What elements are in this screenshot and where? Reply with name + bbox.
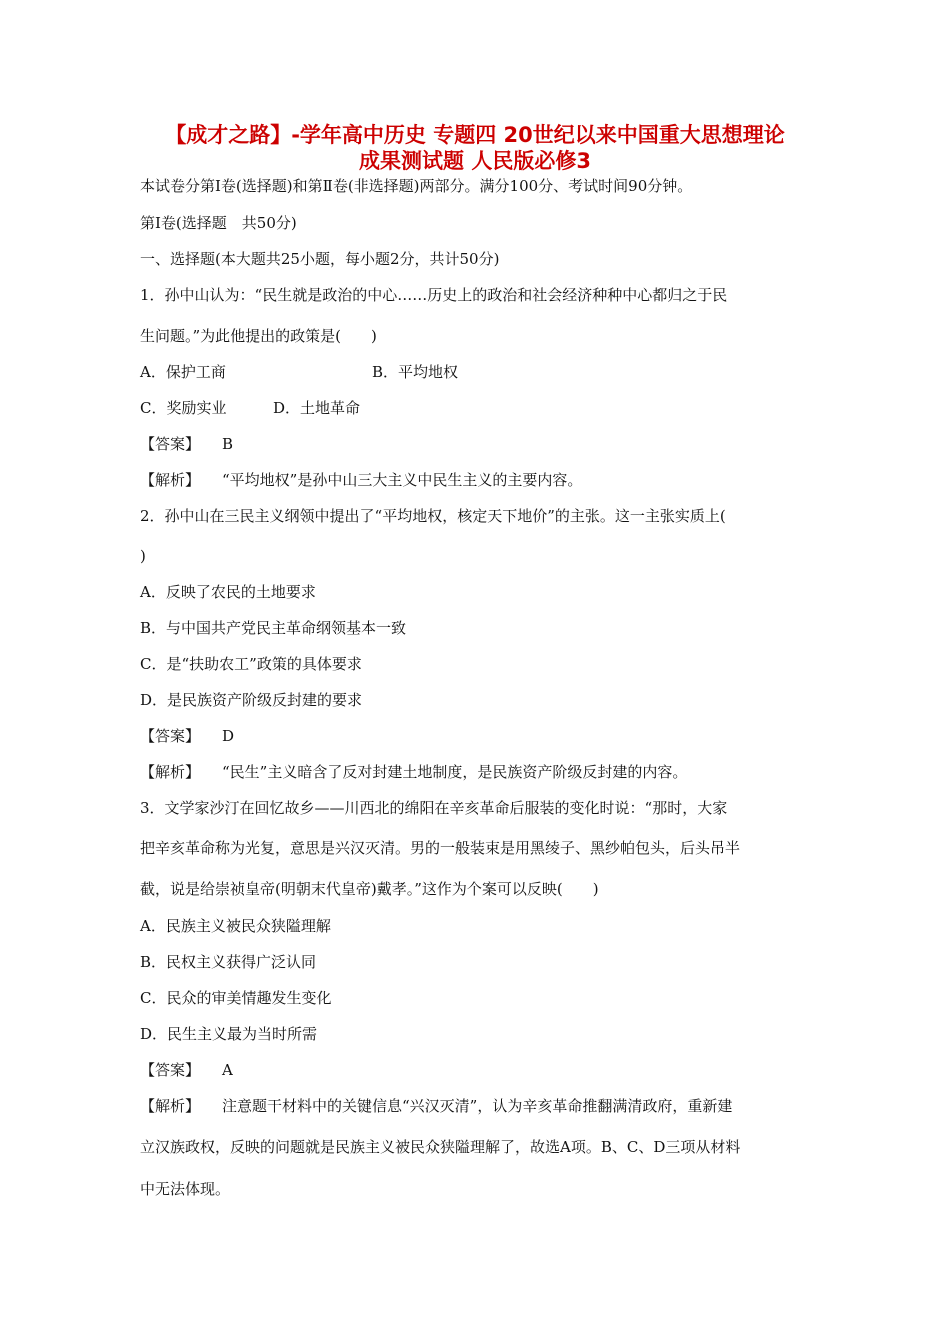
q3-option-b: B．民权主义获得广泛认同	[140, 953, 317, 971]
q1-analysis-row	[140, 470, 582, 490]
q3-stem-line-1: 3．文学家沙汀在回忆故乡——川西北的绵阳在辛亥革命后服装的变化时说：“那时，大家	[140, 799, 728, 817]
q3-answer-value: A	[222, 1061, 233, 1079]
q3-option-d: D．民生主义最为当时所需	[140, 1025, 318, 1043]
q2-answer-value: D	[222, 727, 235, 745]
q2-stem-line-1: 2．孙中山在三民主义纲领中提出了“平均地权，核定天下地价”的主张。这一主张实质上(	[140, 507, 726, 525]
section-heading: 一、选择题(本大题共25小题，每小题2分，共计50分)	[140, 250, 500, 268]
q2-option-c: C．是“扶助农工”政策的具体要求	[140, 655, 362, 673]
analysis-tag: 【解析】	[140, 763, 201, 781]
q3-stem-line-2: 把辛亥革命称为光复，意思是兴汉灭清。男的一般装束是用黑绫子、黑纱帕包头，后头吊半	[140, 839, 741, 857]
q1-stem-line-2: 生问题。”为此他提出的政策是( )	[140, 327, 377, 345]
analysis-tag: 【解析】	[140, 1097, 201, 1115]
q3-option-c: C．民众的审美情趣发生变化	[140, 989, 332, 1007]
q3-analysis-row	[140, 1096, 732, 1116]
q1-option-d: D．土地革命	[273, 399, 361, 417]
q2-answer-row	[140, 726, 234, 746]
q1-answer-value: B	[222, 435, 234, 453]
q2-analysis-row	[140, 762, 687, 782]
analysis-tag: 【解析】	[140, 471, 201, 489]
q3-analysis-line-3: 中无法体现。	[140, 1180, 231, 1198]
q3-analysis-line-1: 注意题干材料中的关键信息“兴汉灭清”，认为辛亥革命推翻满清政府，重新建	[222, 1097, 733, 1115]
answer-tag: 【答案】	[140, 727, 201, 745]
document-title-line-2: 成果测试题 人民版必修3	[359, 149, 591, 173]
q3-option-a: A．民族主义被民众狭隘理解	[140, 917, 331, 935]
q1-answer-row	[140, 434, 233, 454]
part-1-heading: 第Ⅰ卷(选择题 共50分)	[140, 214, 297, 232]
answer-tag: 【答案】	[140, 435, 201, 453]
q2-option-a: A．反映了农民的土地要求	[140, 583, 316, 601]
answer-tag: 【答案】	[140, 1061, 201, 1079]
q2-option-d: D．是民族资产阶级反封建的要求	[140, 691, 363, 709]
q1-stem-line-1: 1．孙中山认为：“民生就是政治的中心……历史上的政治和社会经济种种中心都归之于民	[140, 286, 728, 304]
exam-intro: 本试卷分第Ⅰ卷(选择题)和第Ⅱ卷(非选择题)两部分。满分100分、考试时间90分钟。	[140, 177, 693, 195]
q3-answer-row	[140, 1060, 233, 1080]
q2-option-b: B．与中国共产党民主革命纲领基本一致	[140, 619, 407, 637]
q3-stem-line-3: 截，说是给崇祯皇帝(明朝末代皇帝)戴孝。”这作为个案可以反映( )	[140, 880, 599, 898]
q1-option-b: B．平均地权	[372, 363, 459, 381]
q1-analysis-line-1: “平均地权”是孙中山三大主义中民生主义的主要内容。	[222, 471, 583, 489]
document-title-line-1: 【成才之路】-学年高中历史 专题四 20世纪以来中国重大思想理论	[165, 123, 785, 147]
q2-stem-line-2: )	[140, 547, 146, 565]
q2-analysis-line-1: “民生”主义暗含了反对封建土地制度，是民族资产阶级反封建的内容。	[222, 763, 688, 781]
q3-analysis-line-2: 立汉族政权，反映的问题就是民族主义被民众狭隘理解了，故选A项。B、C、D三项从材料	[140, 1138, 741, 1156]
q1-option-a: A．保护工商	[140, 363, 226, 381]
q1-option-c: C．奖励实业	[140, 399, 227, 417]
